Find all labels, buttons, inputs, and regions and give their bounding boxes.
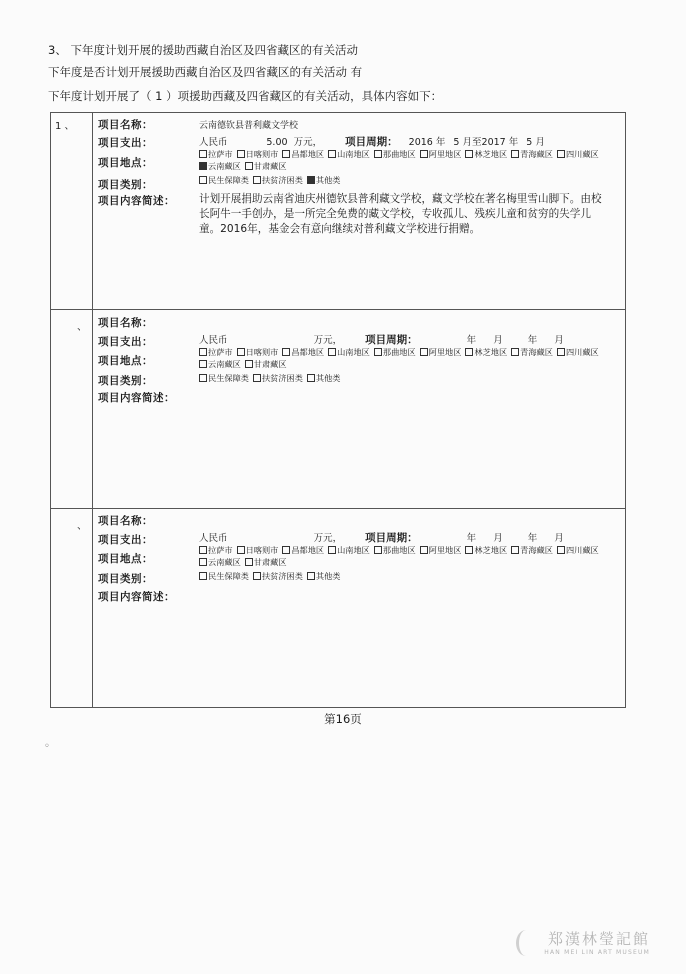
projects-table [50,112,626,708]
option-item[interactable] [199,556,241,568]
option-item[interactable] [511,148,553,160]
checkbox-icon[interactable] [237,150,245,158]
period-label: 项目周期： [365,334,418,346]
option-item[interactable] [253,570,303,582]
project-entry [51,509,625,707]
option-label: 昌都地区 [291,149,325,159]
category-options [199,174,609,186]
checkbox-icon[interactable] [420,348,428,356]
option-item[interactable] [199,544,233,556]
watermark-sub-text: HAN MEI LIN ART MUSEUM [544,949,650,956]
project-description-label: 项目内容简述： [98,392,175,404]
project-entry [51,113,625,309]
checkbox-icon[interactable] [374,150,382,158]
option-item[interactable] [199,148,233,160]
option-item[interactable] [199,160,241,172]
start-year: 2016 [408,137,433,148]
option-label: 拉萨市 [208,149,233,159]
checkbox-icon[interactable] [420,150,428,158]
option-item[interactable] [511,544,553,556]
option-item[interactable] [420,148,462,160]
checkbox-icon[interactable] [245,162,253,170]
year-label: 年 [435,137,446,148]
location-options [199,148,609,172]
option-item[interactable] [253,372,303,384]
option-item[interactable] [199,358,241,370]
checkbox-icon[interactable] [557,348,565,356]
option-label: 山南地区 [337,347,370,357]
option-item[interactable] [557,544,599,556]
option-label: 林芝地区 [474,149,508,159]
checkbox-icon[interactable] [245,558,253,566]
month-label: 月 [462,137,473,148]
option-item[interactable] [465,544,507,556]
project-name-label: 项目名称： [98,317,153,329]
month-label: 月 [535,137,545,148]
option-label: 其他类 [315,373,341,383]
category-options [199,372,609,384]
checkbox-icon[interactable] [199,360,207,368]
project-name-value: 云南德钦县普利藏文学校 [199,121,299,131]
option-label: 青海藏区 [520,347,553,357]
option-item[interactable] [557,148,599,160]
project-expense-label: 项目支出： [98,534,153,546]
checkbox-icon[interactable] [199,150,207,158]
option-label: 拉萨市 [208,347,233,357]
end-year: 2017 [481,137,506,148]
option-label: 山南地区 [337,545,370,555]
month-label: 月 [554,335,564,346]
watermark-main-text: 郑漢林瑩記館 [547,930,650,948]
project-location-label: 项目地点： [98,157,153,169]
checkbox-icon[interactable] [374,348,382,356]
project-expense-label: 项目支出： [98,336,153,348]
option-item[interactable] [420,544,462,556]
option-item[interactable] [511,346,553,358]
option-label: 甘肃藏区 [253,359,287,369]
checkbox-icon[interactable] [420,546,428,554]
page-mark: ◦ [44,741,50,752]
year-label: 年 [527,335,538,346]
checkbox-icon[interactable] [282,546,290,554]
project-category-label: 项目类别： [98,375,153,387]
to-label: 至 [472,137,482,148]
year-label: 年 [466,335,477,346]
period-label: 项目周期： [365,532,418,544]
option-item[interactable] [282,148,324,160]
period-label: 项目周期： [345,136,398,148]
page-number: 第16页 [324,712,362,726]
option-label: 拉萨市 [208,545,233,555]
option-label: 青海藏区 [520,545,553,555]
project-entry [51,310,625,508]
option-item[interactable] [374,346,416,358]
option-item[interactable] [307,174,341,186]
currency-label: 人民币 [199,533,228,544]
option-label: 扶贫济困类 [261,175,303,185]
currency-label: 人民币 [199,335,228,346]
option-label: 甘肃藏区 [253,557,287,567]
option-label: 四川藏区 [565,545,599,555]
checkbox-icon[interactable] [328,546,336,554]
option-item[interactable] [199,174,249,186]
option-label: 昌都地区 [291,347,325,357]
checkbox-icon[interactable] [307,572,315,580]
checkbox-icon[interactable] [328,150,336,158]
option-label: 阿里地区 [428,149,462,159]
option-item[interactable] [465,148,507,160]
option-item[interactable] [374,544,416,556]
activity-count-line: 下年度计划开展了（ 1 ）项援助西藏及四省藏区的有关活动，具体内容如下： [48,89,443,103]
option-label: 日喀则市 [245,347,279,357]
option-item[interactable] [307,570,341,582]
project-expense-row [199,332,564,347]
checkbox-icon[interactable] [465,546,473,554]
checkbox-icon[interactable] [237,348,245,356]
option-item[interactable] [328,148,370,160]
option-item[interactable] [199,570,249,582]
option-label: 其他类 [315,175,341,185]
wan-yuan-label: 万元， [293,137,323,148]
option-label: 民生保障类 [208,571,249,581]
month-label: 月 [493,533,503,544]
option-label: 那曲地区 [382,347,416,357]
option-item[interactable] [237,148,279,160]
option-item[interactable] [374,148,416,160]
wan-yuan-label: 万元， [313,533,343,544]
option-label: 青海藏区 [520,149,553,159]
option-label: 民生保障类 [208,373,249,383]
option-label: 那曲地区 [382,545,416,555]
checkbox-icon[interactable] [199,546,207,554]
option-item[interactable] [420,346,462,358]
option-label: 云南藏区 [208,359,241,369]
checkbox-icon[interactable] [245,360,253,368]
option-label: 阿里地区 [428,545,462,555]
checkbox-icon[interactable] [465,348,473,356]
location-options [199,346,609,370]
option-label: 民生保障类 [208,175,249,185]
option-label: 甘肃藏区 [253,161,287,171]
checkbox-icon[interactable] [511,546,519,554]
option-label: 阿里地区 [428,347,462,357]
project-expense-row [199,134,545,149]
project-location-label: 项目地点： [98,355,153,367]
amount-value: 5.00 [266,137,288,148]
checkbox-icon[interactable] [237,546,245,554]
option-item[interactable] [199,346,233,358]
checkbox-icon[interactable] [465,150,473,158]
checkbox-icon[interactable] [282,348,290,356]
project-category-label: 项目类别： [98,179,153,191]
checkbox-icon[interactable] [511,150,519,158]
year-label: 年 [466,533,477,544]
year-label: 年 [527,533,538,544]
option-label: 日喀则市 [245,545,279,555]
checkbox-icon[interactable] [557,546,565,554]
option-item[interactable] [328,346,370,358]
location-options [199,544,609,568]
option-item[interactable] [557,346,599,358]
option-label: 昌都地区 [291,545,325,555]
option-label: 四川藏区 [565,347,599,357]
project-number: 1 、 [55,121,75,132]
wan-yuan-label: 万元， [313,335,343,346]
checkbox-icon[interactable] [307,176,315,184]
project-category-label: 项目类别： [98,573,153,585]
project-description-label: 项目内容简述： [98,195,175,207]
end-month: 5 [526,137,533,148]
checkbox-icon[interactable] [199,572,207,580]
option-label: 四川藏区 [565,149,599,159]
option-label: 日喀则市 [245,149,279,159]
option-label: 扶贫济困类 [261,571,303,581]
checkbox-icon[interactable] [253,374,261,382]
checkbox-icon[interactable] [307,374,315,382]
project-expense-row [199,530,564,545]
option-item[interactable] [328,544,370,556]
project-number: 、 [77,521,87,532]
project-expense-label: 项目支出： [98,137,153,149]
section-title: 3、 下年度计划开展的援助西藏自治区及四省藏区的有关活动 [48,43,358,57]
option-item[interactable] [253,174,303,186]
checkbox-icon[interactable] [253,572,261,580]
year-label: 年 [508,137,519,148]
category-options [199,570,609,582]
project-description-text: 计划开展捐助云南省迪庆州德钦县普利藏文学校，藏文学校在著名梅里雪山脚下。由校长阿牛一手创办，是一所完全免费的藏文学校，专收孤儿、残疾儿童和贫穷的失学儿童。2016年，基金会有意向继续对普利藏文学校进行捐赠。 [199,193,602,235]
checkbox-icon[interactable] [557,150,565,158]
option-label: 林芝地区 [474,347,508,357]
checkbox-icon[interactable] [199,176,207,184]
project-location-label: 项目地点： [98,553,153,565]
start-month: 5 [453,137,460,148]
watermark-logo-icon [516,930,536,956]
project-description-label: 项目内容简述： [98,591,175,603]
option-item[interactable] [307,372,341,384]
option-label: 山南地区 [337,149,370,159]
option-item[interactable] [245,358,287,370]
option-item[interactable] [199,372,249,384]
checkbox-icon[interactable] [199,162,207,170]
option-item[interactable] [282,544,324,556]
project-name-label: 项目名称： [98,119,153,131]
checkbox-icon[interactable] [253,176,261,184]
checkbox-icon[interactable] [374,546,382,554]
checkbox-icon[interactable] [199,374,207,382]
option-item[interactable] [282,346,324,358]
checkbox-icon[interactable] [199,348,207,356]
month-label: 月 [493,335,503,346]
checkbox-icon[interactable] [199,558,207,566]
checkbox-icon[interactable] [511,348,519,356]
project-number: 、 [77,322,87,333]
option-item[interactable] [465,346,507,358]
checkbox-icon[interactable] [282,150,290,158]
option-item[interactable] [237,544,279,556]
option-label: 那曲地区 [382,149,416,159]
option-label: 扶贫济困类 [261,373,303,383]
checkbox-icon[interactable] [328,348,336,356]
option-label: 其他类 [315,571,341,581]
option-item[interactable] [245,160,287,172]
activity-question: 下年度是否计划开展援助西藏自治区及四省藏区的有关活动 有 [48,65,363,79]
currency-label: 人民币 [199,137,228,148]
option-item[interactable] [237,346,279,358]
option-item[interactable] [245,556,287,568]
project-name-label: 项目名称： [98,515,153,527]
option-label: 云南藏区 [208,557,241,567]
option-label: 云南藏区 [208,161,241,171]
month-label: 月 [554,533,564,544]
watermark [544,928,650,956]
option-label: 林芝地区 [474,545,508,555]
